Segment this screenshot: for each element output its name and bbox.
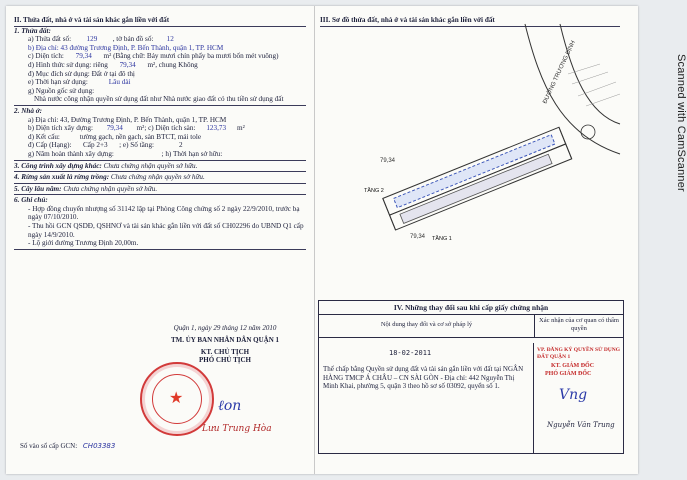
divider: [14, 183, 306, 184]
house-grade: đ) Cấp (Hạng): Cấp 2+3 ; e) Số tầng: 2: [28, 141, 183, 150]
changes-table: [318, 300, 624, 454]
other-works: 3. Công trình xây dựng khác: Chưa chứng nhận quyền sở hữu.: [14, 161, 198, 170]
note-3: - Lộ giới đường Trương Định 20,00m.: [28, 239, 139, 248]
usage-term: e) Thời hạn sử dụng: Lâu dài: [28, 78, 131, 87]
vice-chairman: PHÓ CHỦ TỊCH: [199, 356, 251, 364]
divider: [14, 171, 306, 172]
street-name: ĐƯỜNG TRƯƠNG ĐỊNH: [542, 39, 577, 105]
usage-origin: Nhà nước công nhận quyền sử dụng đất như Nhà nước giao đất có thu tiền sử dụng đất: [34, 95, 284, 104]
handwritten-signature: ℓon: [218, 398, 242, 414]
parcel-diagram: [320, 24, 620, 296]
col-content: Nội dung thay đổi và cơ sở pháp lý: [319, 315, 535, 337]
land-address: b) Địa chỉ: 43 đường Trương Định, P. Bến Thành, quận 1, TP. HCM: [28, 43, 224, 52]
stamp-pgd: PHÓ GIÁM ĐỐC: [545, 371, 592, 377]
parcel-number: a) Thửa đất số: 129 , tờ bản đồ số: 12: [28, 35, 174, 44]
divider: [14, 249, 306, 250]
usage-origin-label: g) Nguồn gốc sử dụng:: [28, 86, 95, 95]
divider: [14, 160, 306, 161]
house-address: a) Địa chỉ: 43, Đường Trương Định, P. Bến Thành, quận 1, TP. HCM: [28, 115, 227, 124]
section-3-title: III. Sơ đồ thửa đất, nhà ở và tài sản khác gắn liền với đất: [320, 16, 495, 24]
issuing-org: TM. ỦY BAN NHÂN DÂN QUẬN 1: [170, 336, 280, 344]
forest: 4. Rừng sản xuất là rừng trồng: Chưa chứng nhận quyền sở hữu.: [14, 173, 205, 182]
changes-body: [319, 343, 623, 453]
office-stamp: VP. ĐĂNG KÝ QUYỀN SỬ DỤNG ĐẤT QUẬN 1: [537, 347, 621, 360]
note-2: - Thu hồi GCN QSDĐ, QSHNƠ và tài sản khác gắn liền với đất số CH02296 do UBND Q1 cấp ngày 14/9/2010.: [28, 222, 304, 239]
floor-1-label: TẦNG 1: [432, 236, 452, 242]
signer-name: Lưu Trung Hòa: [202, 424, 272, 434]
area-label-a: 79,34: [380, 158, 396, 164]
register-number: Số vào sổ cấp GCN: CH03383: [20, 442, 116, 450]
kt-chairman: KT. CHỦ TỊCH: [200, 348, 250, 356]
entry-text: Thế chấp bằng Quyền sử dụng đất và tài sản gắn liền với đất tại NGÂN HÀNG TMCP Á CHÂU – CN SÀI GÒN - Địa chỉ: 442 Nguyễn Thị Minh Khai, phường 5, quận 3 theo hồ sơ số 03092, quyển số 1.: [323, 365, 524, 391]
land-heading: 1. Thửa đất:: [14, 26, 51, 35]
floor-2-label: TẦNG 2: [364, 188, 384, 194]
entry-date: 18-02-2011: [389, 349, 432, 357]
stamp-kt: KT. GIÁM ĐỐC: [551, 363, 595, 369]
divider: [14, 194, 306, 195]
area-label-b: 79,34: [410, 234, 426, 240]
house-heading: 2. Nhà ở:: [14, 106, 43, 115]
divider: [14, 105, 306, 106]
col-confirm: Xác nhận của cơ quan có thẩm quyền: [539, 317, 619, 332]
perennial-trees: 5. Cây lâu năm: Chưa chứng nhận quyền sở hữu.: [14, 184, 158, 193]
signer-2-name: Nguyễn Văn Trung: [547, 421, 615, 429]
usage-form: d) Hình thức sử dụng: riêng 79,34 m², chung Không: [28, 60, 198, 69]
signature-block: [150, 324, 300, 364]
usage-purpose: đ) Mục đích sử dụng: Đất ở tại đô thị: [28, 69, 135, 78]
notes-heading: 6. Ghi chú:: [14, 196, 48, 205]
house-build-area: b) Diện tích xây dựng: 79,34 m²; c) Diện tích sàn: 123,73 m²: [28, 124, 245, 133]
page-fold: [314, 6, 315, 474]
signature-2: Vng: [559, 387, 588, 403]
issue-date: Quận 1, ngày 29 tháng 12 năm 2010: [173, 324, 277, 332]
land-area: c) Diện tích: 79,34 m² (Bằng chữ: Bảy mươi chín phẩy ba mươi bốn mét vuông): [28, 52, 279, 61]
section-2-title: II. Thửa đất, nhà ở và tài sản khác gắn liền với đất: [14, 16, 170, 24]
official-seal: ★: [140, 362, 214, 436]
changes-title: IV. Những thay đổi sau khi cấp giấy chứng nhận: [319, 301, 623, 315]
house-structure: d) Kết cấu: tường gạch, nền gạch, sàn BTCT, mái tole: [28, 132, 202, 141]
changes-header: [319, 315, 623, 338]
note-1: - Hợp đồng chuyển nhượng số 31142 lập tại Phòng Công chứng số 2 ngày 22/9/2010, trước bạ ngày 07/10/2010.: [28, 204, 300, 222]
scanner-watermark: Scanned with CamScanner: [675, 54, 687, 192]
left-page: [14, 16, 306, 251]
house-year: g) Năm hoàn thành xây dựng: ; h) Thời hạn sở hữu:: [28, 149, 223, 158]
